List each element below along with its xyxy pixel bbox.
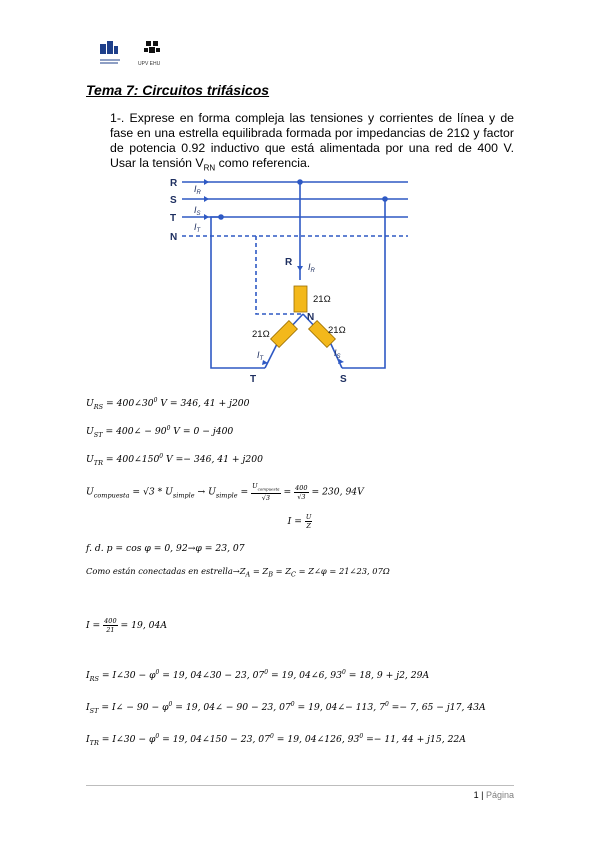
fraction-u-z: $\frac{U}{Z}$	[305, 513, 312, 530]
node-s	[382, 196, 388, 202]
equation-i-module: I = $\frac{400}{21}$ = 19, 04A	[86, 617, 167, 634]
star-lead-t	[265, 342, 278, 368]
mmf-logo-icon	[100, 41, 120, 63]
label-bottom-t: T	[250, 374, 257, 385]
equation-i-st: $I_{ST}$ = I∠ − $90 - \varphi^0 = 19$, 04∠ − 90 − 23, $07^0 = 19$, 04∠− 113, $7^0 =- 7$, 65 − j17, 43A	[86, 701, 486, 715]
problem-text: Exprese en forma compleja las tensiones y corrientes de línea y de fase en una estrella equilibrada formada por impedancias de 21Ω y factor de potencia 0.92 inductivo que está alimentada por una red de 400 V. Usar la tensión V	[110, 111, 515, 170]
problem-text-end: como referencia.	[215, 156, 311, 170]
equation-fdp: f. d. p = cos φ = 0, 92→φ = 23, 07	[86, 543, 245, 554]
star-circuit-diagram	[160, 170, 420, 392]
phase-t-wire	[211, 217, 265, 368]
equation-u-st: $U_{ST}$ = 400∠ − $90^0$ V = 0 − j400	[86, 425, 234, 439]
node-r	[297, 179, 303, 185]
label-branch-current-r: $I_R$	[308, 262, 315, 274]
arrow-r-branch-icon	[297, 266, 303, 271]
label-branch-current-s: $I_S$	[334, 348, 341, 360]
arrow-it-icon	[204, 214, 209, 220]
impedance-t	[271, 321, 298, 348]
equation-estrella: Como están conectadas en $estrella\to Z_A = Z_B = Z_C$ = Z∠φ = 21∠23, 07Ω	[86, 566, 390, 579]
fraction-u-compuesta: $\frac{U_{compuesta}}{√3}$	[252, 482, 280, 503]
label-impedance-r: 21Ω	[313, 294, 331, 305]
problem-statement	[110, 111, 514, 175]
label-bottom-s: S	[340, 374, 347, 385]
equation-ohm: I = $\frac{U}{Z}$	[287, 513, 312, 530]
page-number: 1	[473, 790, 479, 800]
node-t	[218, 214, 224, 220]
fraction-400: $\frac{400}{√3}$	[295, 483, 308, 501]
ehu-logo-icon	[144, 41, 160, 53]
page-label: Página	[485, 790, 514, 800]
page-footer	[474, 790, 514, 800]
label-line-r: R	[170, 178, 178, 189]
label-branch-current-t: $I_T$	[257, 350, 264, 362]
label-star-node: N	[307, 312, 315, 323]
label-current-r: $I_R$	[194, 184, 201, 196]
label-impedance-s: 21Ω	[328, 325, 346, 336]
equation-i-tr: $I_{TR}$ = I∠30 − $\varphi^0 = 19$, 04∠150 − 23, $07^0 = 19$, 04∠126, $93^0 =- 11$, 44 + j15, 22A	[86, 733, 466, 747]
equation-i-rs: $I_{RS}$ = I∠30 − $\varphi^0 = 19$, 04∠30 − 23, $07^0 = 19$, 04∠6, $93^0 = 18$, 9 + j2, 29A	[86, 669, 430, 683]
university-logo	[100, 38, 170, 68]
label-current-t: $I_T$	[194, 222, 201, 234]
label-line-s: S	[170, 195, 177, 206]
impedance-r	[294, 286, 307, 312]
label-phase-r: R	[285, 257, 293, 268]
problem-number: 1-.	[110, 111, 125, 125]
arrow-ir-icon	[204, 179, 209, 185]
fraction-400-21: $\frac{400}{21}$	[104, 617, 117, 634]
footer-separator: |	[478, 790, 486, 800]
equation-u-rs: $U_{RS}$ = $400\angle 30^0$ V = 346, 41 + j200	[86, 397, 250, 411]
equation-u-tr: $U_{TR}$ = $400\angle 150^0$ V =− 346, 41 + j200	[86, 453, 263, 467]
phase-s-wire	[342, 199, 385, 368]
reference-subscript: RN	[203, 163, 216, 173]
ehu-logo-text: UPV EHU	[138, 61, 161, 67]
footer-divider	[86, 785, 514, 786]
label-line-n: N	[170, 232, 178, 243]
equation-u-compuesta: $U_{compuesta} = √3 * U_{simple} \to U_{simple}$ = $\frac{U_{compuesta}}{√3}$ = $\frac{400}{√3}$ = 230, 94V	[86, 482, 364, 503]
arrow-is-icon	[204, 196, 209, 202]
label-impedance-t: 21Ω	[252, 329, 270, 340]
page-title: Tema 7: Circuitos trifásicos	[86, 82, 270, 98]
label-line-t: T	[170, 213, 177, 224]
label-current-s: $I_S$	[194, 205, 201, 217]
